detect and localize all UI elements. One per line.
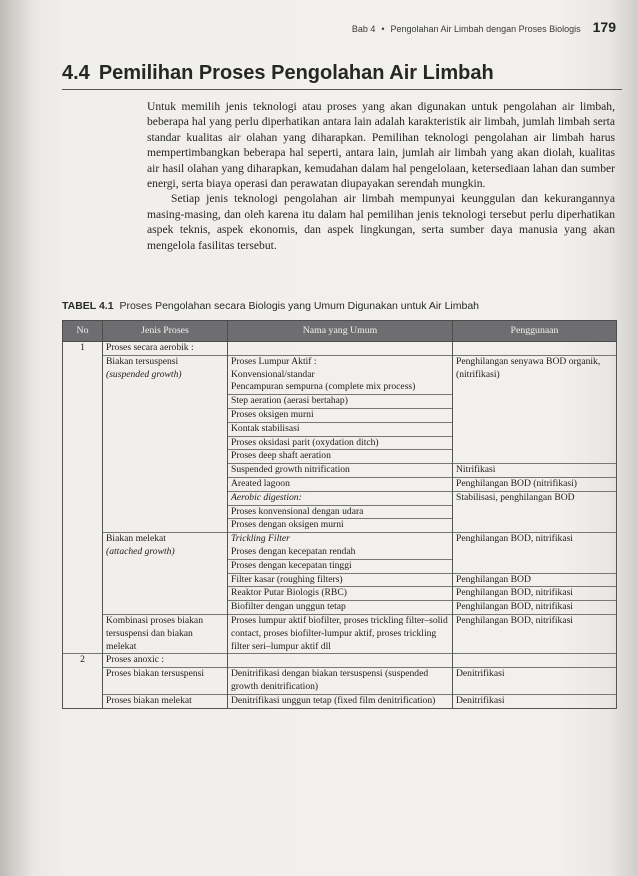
table-row [63,505,617,519]
cell-nama: Suspended growth nitrification [228,464,453,478]
table-row [63,614,617,653]
cell-no [63,355,103,368]
cell-no [63,450,103,464]
cell-nama: Proses oksigen murni [228,408,453,422]
section-title: Pemilihan Proses Pengolahan Air Limbah [98,62,494,84]
cell-guna: Penghilangan BOD [453,573,617,587]
cell-guna [453,342,617,356]
cell-jenis [103,505,228,519]
cell-guna [453,559,617,573]
cell-guna: Penghilangan BOD, nitrifikasi [453,587,617,601]
cell-jenis: Biakan tersuspensi [103,355,228,368]
cell-jenis [103,587,228,601]
cell-nama: Biofilter dengan unggun tetap [228,601,453,615]
cell-nama: Proses dengan kecepatan tinggi [228,559,453,573]
cell-jenis [103,381,228,394]
table-caption [62,300,479,312]
page-number: 179 [592,19,616,35]
latin-term: Aerobic digestion: [231,491,302,503]
cell-guna: Stabilisasi, penghilangan BOD [453,491,617,505]
cell-no: 2 [63,654,103,668]
table-row [63,546,617,559]
cell-no [63,395,103,409]
header-penggunaan: Penggunaan [453,321,617,342]
cell-guna [453,654,617,668]
cell-nama: Reaktor Putar Biologis (RBC) [228,587,453,601]
cell-nama: Proses konvensional dengan udara [228,505,453,519]
cell-no [63,464,103,478]
section-number: 4.4 [62,62,90,84]
cell-nama [228,491,453,505]
cell-guna [453,546,617,559]
cell-no [63,436,103,450]
table-row [63,369,617,382]
cell-jenis [103,395,228,409]
table-row [63,464,617,478]
table-row [63,436,617,450]
cell-nama: Proses dengan kecepatan rendah [228,546,453,559]
cell-nama: Proses deep shaft aeration [228,450,453,464]
cell-nama: Pencampuran sempurna (complete mix process) [228,381,453,394]
header-separator: • [381,24,385,34]
cell-jenis [103,422,228,436]
section-heading [62,62,622,90]
cell-guna [453,422,617,436]
latin-term: (attached growth) [106,545,175,557]
cell-nama: Konvensional/standar [228,369,453,382]
cell-no [63,381,103,394]
table-caption-text: Proses Pengolahan secara Biologis yang Umum Digunakan untuk Air Limbah [119,300,480,312]
table-row [63,533,617,546]
running-header [352,19,616,35]
cell-nama: Denitrifikasi dengan biakan tersuspensi (suspended growth denitrification) [228,668,453,695]
cell-no [63,668,103,695]
cell-jenis: Proses secara aerobik : [103,342,228,356]
cell-guna [453,408,617,422]
cell-jenis [103,369,228,382]
cell-jenis: Proses biakan melekat [103,694,228,708]
header-nama-umum: Nama yang Umum [228,321,453,342]
cell-no [63,587,103,601]
cell-jenis [103,450,228,464]
chapter-title: Pengolahan Air Limbah dengan Proses Biologis [390,24,581,34]
table-row [63,601,617,615]
cell-guna [453,450,617,464]
cell-nama: Proses dengan oksigen murni [228,519,453,533]
cell-jenis [103,491,228,505]
cell-jenis [103,436,228,450]
cell-guna: Penghilangan BOD (nitrifikasi) [453,477,617,491]
cell-guna: Denitrifikasi [453,668,617,695]
cell-nama [228,342,453,356]
paragraph: Untuk memilih jenis teknologi atau proses yang akan digunakan untuk pengolahan air limbah, beberapa hal yang perlu diperhatikan antara lain adalah karakteristik air limbah, jumlah limbah serta standar kualitas air olahan yang diharapkan. Pemilihan teknologi pengolahan air limbah harus mempertimbangkan beberapa hal seperti, antara lain, jumlah air limbah yang akan diolah, kualitas air hasil olahan yang diharapkan, kemudahan dalam hal pengelolaan, ketersediaan lahan dan sumber energi, serta biaya operasi dan perawatan diupayakan serendah mungkin. [147,100,615,191]
table-caption-label: TABEL 4.1 [62,300,114,312]
table-row [63,342,617,356]
cell-no [63,559,103,573]
cell-jenis [103,546,228,559]
cell-jenis: Biakan melekat [103,533,228,546]
table-row [63,491,617,505]
table-row [63,477,617,491]
cell-jenis: Proses biakan tersuspensi [103,668,228,695]
body-text [147,99,615,253]
table-row [63,381,617,394]
cell-no [63,614,103,653]
cell-no [63,505,103,519]
paragraph: Setiap jenis teknologi pengolahan air limbah mempunyai keunggulan dan kekurangannya masing-masing, dan oleh karena itu dalam hal pemilihan jenis teknologi tersebut perlu diperhatikan aspek teknis, aspek ekonomis, dan aspek lingkungan, serta sumber daya manusia yang akan mengelola fasilitas tersebut. [147,192,615,252]
cell-jenis [103,573,228,587]
cell-guna [453,436,617,450]
cell-guna [453,381,617,394]
chapter-label: Bab 4 [351,24,376,34]
cell-nama: Areated lagoon [228,477,453,491]
cell-guna: Penghilangan BOD, nitrifikasi [453,601,617,615]
cell-no [63,477,103,491]
cell-nama [228,533,453,546]
cell-guna [453,395,617,409]
cell-guna [453,519,617,533]
cell-no [63,601,103,615]
cell-jenis [103,464,228,478]
cell-nama: Proses Lumpur Aktif : [228,355,453,368]
cell-guna: (nitrifikasi) [453,369,617,382]
table-row [63,422,617,436]
table-row [63,450,617,464]
cell-guna: Penghilangan BOD, nitrifikasi [453,533,617,546]
cell-nama: Step aeration (aerasi bertahap) [228,395,453,409]
cell-jenis [103,519,228,533]
cell-guna: Penghilangan senyawa BOD organik, [453,355,617,368]
cell-nama: Denitrifikasi unggun tetap (fixed film denitrification) [228,694,453,708]
table-row [63,694,617,708]
table-row [63,408,617,422]
table-row [63,587,617,601]
cell-jenis [103,601,228,615]
cell-no [63,533,103,546]
table-row [63,654,617,668]
cell-no [63,519,103,533]
cell-nama: Proses oksidasi parit (oxydation ditch) [228,436,453,450]
cell-no [63,491,103,505]
table-row [63,559,617,573]
cell-no [63,694,103,708]
cell-guna: Denitrifikasi [453,694,617,708]
cell-no [63,369,103,382]
cell-guna [453,505,617,519]
header-jenis-proses: Jenis Proses [103,321,228,342]
header-no: No [63,321,103,342]
table-row [63,668,617,695]
latin-term: Trickling Filter [231,533,290,545]
cell-nama: Proses lumpur aktif biofilter, proses trickling filter–solid contact, proses biofilter-lumpur aktif, proses trickling filter seri–lumpur aktif dll [228,614,453,653]
cell-no [63,422,103,436]
cell-jenis: Proses anoxic : [103,654,228,668]
cell-jenis [103,477,228,491]
cell-no [63,408,103,422]
table-row [63,519,617,533]
cell-jenis: Kombinasi proses biakan tersuspensi dan biakan melekat [103,614,228,653]
table-row [63,395,617,409]
cell-no [63,546,103,559]
cell-guna: Penghilangan BOD, nitrifikasi [453,614,617,653]
latin-term: (suspended growth) [106,368,182,380]
cell-nama: Kontak stabilisasi [228,422,453,436]
table-header-row [63,321,617,342]
cell-jenis [103,559,228,573]
cell-jenis [103,408,228,422]
table-row [63,355,617,368]
cell-nama [228,654,453,668]
cell-no [63,573,103,587]
cell-no: 1 [63,342,103,356]
table-row [63,573,617,587]
process-table [62,320,617,709]
cell-guna: Nitrifikasi [453,464,617,478]
cell-nama: Filter kasar (roughing filters) [228,573,453,587]
